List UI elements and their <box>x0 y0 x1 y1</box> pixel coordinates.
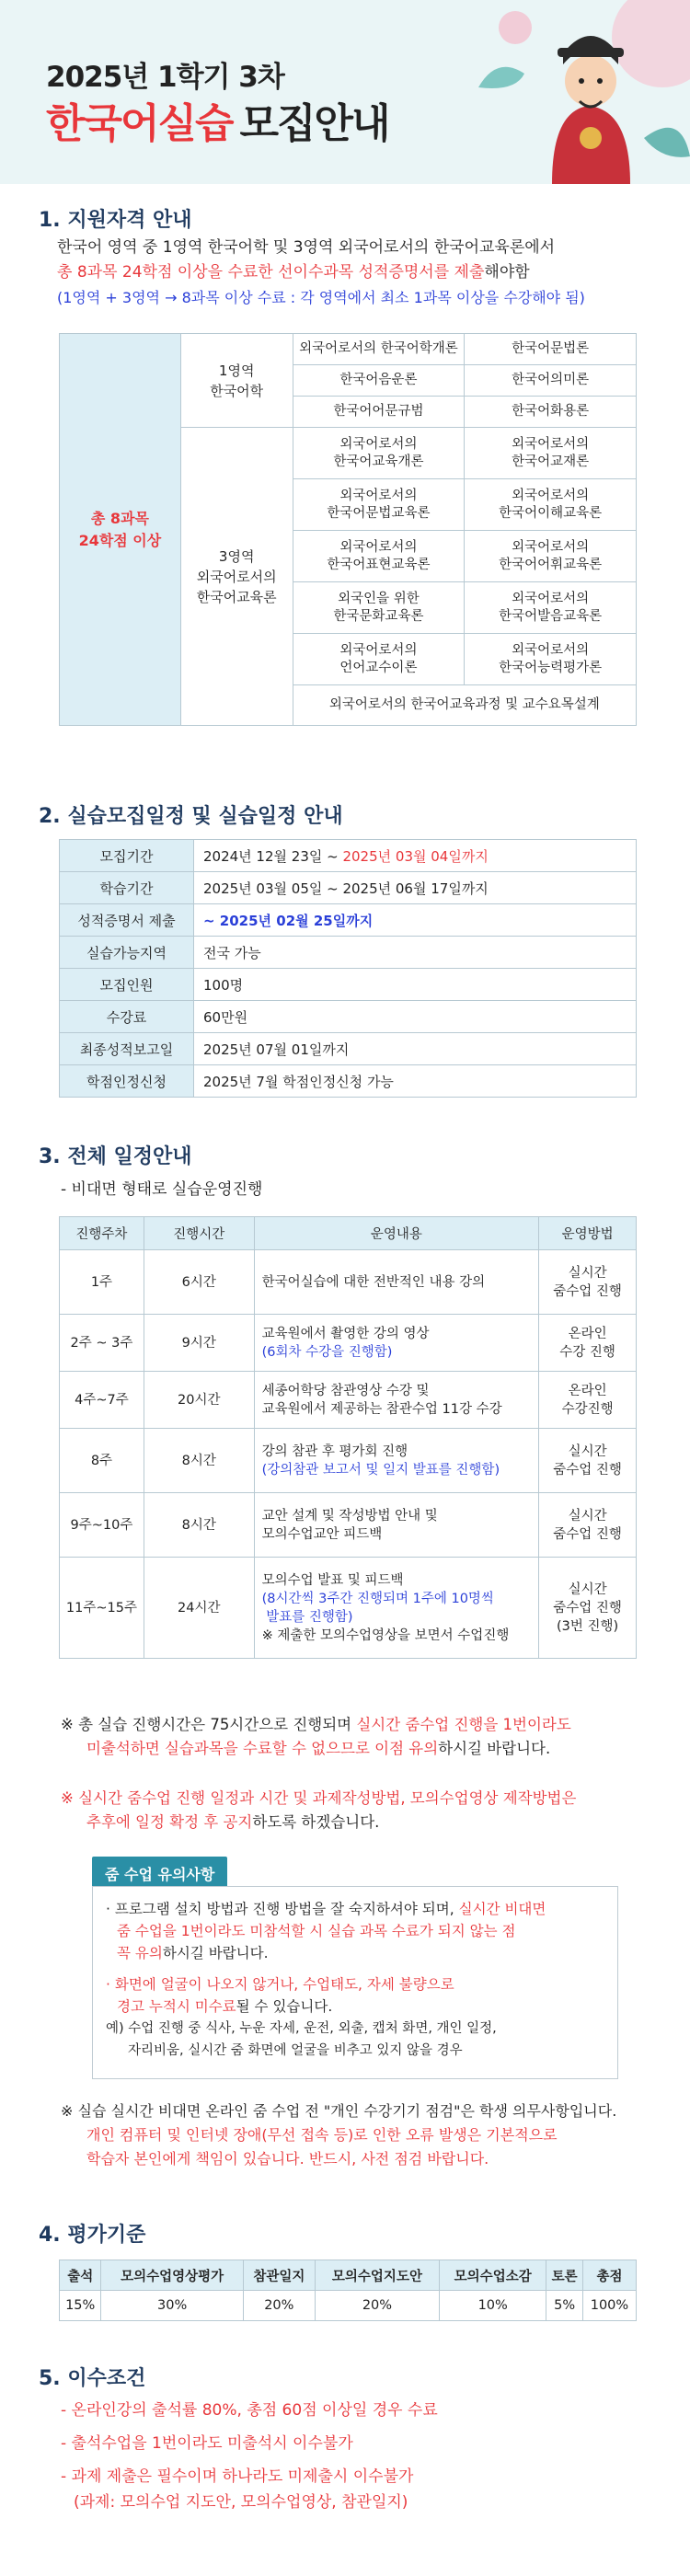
week-cell: 1주 <box>60 1250 144 1315</box>
table-row <box>60 1493 637 1558</box>
course-line: 외국어로서의 <box>339 642 418 658</box>
col-header: 운영내용 <box>254 1217 539 1250</box>
row-value: 전국 가능 <box>194 937 637 969</box>
banner-title-dark: 모집안내 <box>239 100 389 147</box>
row-key: 학습기간 <box>60 872 194 904</box>
note-red: 추후에 일정 확정 후 공지 <box>86 1813 253 1831</box>
section1-line2-tail: 해야함 <box>484 263 530 282</box>
row-value: 100명 <box>194 969 637 1001</box>
score-cell: 10% <box>440 2291 546 2321</box>
content-cell <box>254 1429 539 1493</box>
note-red: 학습자 본인에게 책임이 있습니다. 반드시, 사전 점검 바랍니다. <box>86 2150 489 2168</box>
condition-line: - 온라인강의 출석률 80%, 총점 60점 이상일 경우 수료 <box>61 2401 438 2420</box>
course-line: 외국어로서의 <box>339 488 418 503</box>
col-header: 출석 <box>60 2260 101 2291</box>
row-key: 최종성적보고일 <box>60 1033 194 1065</box>
course-cell <box>465 428 637 479</box>
content-line: 모의수업 발표 및 피드백 <box>261 1572 404 1588</box>
col-header: 모의수업영상평가 <box>101 2260 243 2291</box>
course-line: 외국어로서의 <box>512 488 590 503</box>
note-text: 하시길 바랍니다. <box>438 1740 551 1757</box>
area3-cell <box>180 428 293 726</box>
course-cell: 외국어로서의 한국어학개론 <box>293 334 465 365</box>
area1-line2: 한국어학 <box>210 382 264 399</box>
zoom-red: · 화면에 얼굴이 나오지 않거나, 수업태도, 자세 불량으로 <box>106 1976 454 1993</box>
content-line: ※ 제출한 모의수업영상을 보면서 수업진행 <box>261 1627 510 1643</box>
method-line: 온라인 <box>568 1383 607 1398</box>
section1-text <box>57 236 585 310</box>
course-cell <box>293 479 465 531</box>
note-line <box>61 1713 571 1737</box>
content-cell <box>254 1493 539 1558</box>
zoom-red: 줌 수업을 1번이라도 미참석할 시 실습 과목 수료가 되지 않는 점 <box>117 1923 516 1939</box>
col-header: 토론 <box>546 2260 583 2291</box>
table-header-row <box>60 2260 637 2291</box>
course-line: 한국어어휘교육론 <box>499 557 603 572</box>
total-credit-line1: 총 8과목 <box>90 509 149 527</box>
method-line: 수강 진행 <box>559 1344 615 1360</box>
content-cell: 한국어실습에 대한 전반적인 내용 강의 <box>254 1250 539 1315</box>
method-line: (3번 진행) <box>557 1618 619 1634</box>
note-text: 하도록 하겠습니다. <box>252 1813 380 1831</box>
week-cell: 11주~15주 <box>60 1558 144 1659</box>
course-line: 한국어교재론 <box>512 454 590 469</box>
course-cell: 한국어문법론 <box>465 334 637 365</box>
condition-line: - 출석수업을 1번이라도 미출석시 이수불가 <box>61 2434 353 2453</box>
flower-decoration <box>612 0 690 87</box>
section5-title: 5. 이수조건 <box>39 2367 146 2390</box>
table-row <box>60 1429 637 1493</box>
banner-subtitle: 2025년 1학기 3차 <box>46 61 284 94</box>
schedule-table <box>59 839 637 1098</box>
row-value <box>194 904 637 937</box>
header-banner <box>0 0 690 184</box>
course-cell <box>293 531 465 582</box>
week-cell: 4주~7주 <box>60 1372 144 1429</box>
course-cell <box>465 479 637 531</box>
table-row <box>60 1065 637 1098</box>
course-cell <box>465 531 637 582</box>
row-key: 학점인정신청 <box>60 1065 194 1098</box>
row-value: 2025년 7월 학점인정신청 가능 <box>194 1065 637 1098</box>
col-header: 참관일지 <box>243 2260 315 2291</box>
method-line: 실시간 <box>568 1443 607 1459</box>
content-line: 세종어학당 참관영상 수강 및 <box>261 1383 430 1398</box>
content-cell <box>254 1372 539 1429</box>
zoom-red: 꼭 유의 <box>117 1945 163 1961</box>
method-cell <box>539 1250 637 1315</box>
zoom-notice-badge: 줌 수업 유의사항 <box>92 1857 227 1891</box>
section1-title: 1. 지원자격 안내 <box>39 209 192 232</box>
note-schedule <box>61 1787 576 1834</box>
zoom-text: · 프로그램 설치 방법과 진행 방법을 잘 숙지하셔야 되며, <box>106 1901 459 1917</box>
score-cell: 20% <box>243 2291 315 2321</box>
note-red: ※ 실시간 줌수업 진행 일정과 시간 및 과제작성방법, 모의수업영상 제작방법은 <box>61 1789 577 1807</box>
course-cell <box>293 582 465 634</box>
method-cell <box>539 1493 637 1558</box>
zoom-line <box>106 1898 603 1920</box>
course-line: 한국어능력평가론 <box>499 660 603 675</box>
course-line: 한국문화교육론 <box>333 608 424 624</box>
week-cell: 8주 <box>60 1429 144 1493</box>
leaf-decoration-2 <box>644 128 690 157</box>
row-value: 2025년 07월 01일까지 <box>194 1033 637 1065</box>
content-cell <box>254 1558 539 1659</box>
course-cell <box>293 634 465 685</box>
program-table <box>59 1216 637 1659</box>
content-line-blue: (6회차 수강을 진행함) <box>261 1344 393 1360</box>
zoom-example: 예) 수업 진행 중 식사, 누운 자세, 운전, 외출, 캡처 화면, 개인 일정, <box>106 2021 497 2036</box>
content-cell <box>254 1315 539 1372</box>
time-cell: 24시간 <box>144 1558 254 1659</box>
score-cell: 100% <box>582 2291 636 2321</box>
table-row <box>60 1558 637 1659</box>
note-red: 실시간 줌수업 진행을 1번이라도 <box>356 1716 571 1733</box>
table-row <box>60 1001 637 1033</box>
row-key: 실습가능지역 <box>60 937 194 969</box>
condition-line: (과제: 모의수업 지도안, 모의수업영상, 참관일지) <box>74 2493 408 2512</box>
table-row <box>60 937 637 969</box>
total-credit-line2: 24학점 이상 <box>78 531 162 549</box>
table-row <box>60 840 637 872</box>
course-line: 외국인을 위한 <box>338 591 420 606</box>
method-cell <box>539 1429 637 1493</box>
section3-title: 3. 전체 일정안내 <box>39 1145 192 1168</box>
total-credit-cell <box>60 334 181 726</box>
course-cell: 외국어로서의 한국어교육과정 및 교수요목설계 <box>293 685 636 726</box>
time-cell: 8시간 <box>144 1493 254 1558</box>
leaf-decoration <box>478 67 524 88</box>
zoom-line <box>106 1995 603 2018</box>
king-illustration <box>460 0 690 184</box>
note-line <box>61 1737 571 1761</box>
table-row <box>60 1250 637 1315</box>
course-cell: 한국어화용론 <box>465 397 637 428</box>
banner-title-red: 한국어실습 <box>46 100 233 147</box>
zoom-notice-box <box>92 1886 618 2079</box>
col-header: 모의수업지도안 <box>315 2260 439 2291</box>
course-line: 외국어로서의 <box>339 539 418 555</box>
method-line: 줌수업 진행 <box>553 1526 622 1542</box>
row-value-blue: ~ 2025년 02월 25일까지 <box>203 912 374 929</box>
time-cell: 9시간 <box>144 1315 254 1372</box>
method-line: 수강진행 <box>561 1401 614 1417</box>
method-cell <box>539 1558 637 1659</box>
section2-title: 2. 실습모집일정 및 실습일정 안내 <box>39 805 343 828</box>
score-cell: 5% <box>546 2291 583 2321</box>
method-line: 실시간 <box>568 1265 607 1281</box>
course-line: 한국어문법교육론 <box>327 505 431 521</box>
area1-cell <box>180 334 293 428</box>
content-line: 교육원에서 제공하는 참관수업 11강 수강 <box>261 1401 502 1417</box>
table-row <box>60 1372 637 1429</box>
course-line: 외국어로서의 <box>512 539 590 555</box>
note-device-check <box>61 2099 616 2171</box>
row-value <box>194 840 637 872</box>
table-row <box>60 872 637 904</box>
course-line: 한국어발음교육론 <box>499 608 603 624</box>
course-line: 외국어로서의 <box>339 436 418 452</box>
eligibility-table <box>59 333 637 726</box>
content-line-blue: 발표를 진행함) <box>261 1609 353 1625</box>
section3-sub: - 비대면 형태로 실습운영진행 <box>61 1180 263 1199</box>
zoom-red: 실시간 비대면 <box>458 1901 546 1917</box>
note-red: 개인 컴퓨터 및 인터넷 장애(무선 접속 등)로 인한 오류 발생은 기본적으로 <box>86 2126 558 2144</box>
zoom-line <box>106 1942 603 1964</box>
score-cell: 15% <box>60 2291 101 2321</box>
col-header: 모의수업소감 <box>440 2260 546 2291</box>
king-face <box>565 55 616 107</box>
table-row <box>60 904 637 937</box>
table-row <box>60 1315 637 1372</box>
zoom-red: 경고 누적시 미수료 <box>117 1998 236 2015</box>
course-line: 한국어표현교육론 <box>327 557 431 572</box>
method-line: 실시간 <box>568 1581 607 1597</box>
course-line: 언어교수이론 <box>339 660 418 675</box>
table-header-row <box>60 1217 637 1250</box>
content-line: 교안 설계 및 작성방법 안내 및 <box>261 1508 438 1524</box>
section1-line1: 한국어 영역 중 1영역 한국어학 및 3영역 외국어로서의 한국어교육론에서 <box>57 238 556 257</box>
table-row <box>60 1033 637 1065</box>
content-line: 교육원에서 촬영한 강의 영상 <box>261 1326 430 1341</box>
content-line-blue: (8시간씩 3주간 진행되며 1주에 10명씩 <box>261 1591 494 1606</box>
evaluation-table <box>59 2260 637 2321</box>
row-value: 2025년 03월 05일 ~ 2025년 06월 17일까지 <box>194 872 637 904</box>
area3-line2: 외국어로서의 <box>196 568 277 585</box>
note-text: ※ 총 실습 진행시간은 75시간으로 진행되며 <box>61 1716 357 1733</box>
zoom-text: 하시길 바랍니다. <box>162 1945 269 1961</box>
week-cell: 2주 ~ 3주 <box>60 1315 144 1372</box>
area3-line1: 3영역 <box>218 547 255 565</box>
content-line-blue: (강의참관 보고서 및 일지 발표를 진행함) <box>261 1462 500 1478</box>
row-value-red: 2025년 03월 04일까지 <box>342 847 489 865</box>
king-emblem <box>580 127 602 149</box>
section1-line3: (1영역 + 3영역 → 8과목 이상 수료 : 각 영역에서 최소 1과목 이상을 수강해야 됨) <box>57 289 585 306</box>
banner-title <box>46 90 389 149</box>
method-line: 줌수업 진행 <box>553 1283 622 1299</box>
note-text: ※ 실습 실시간 비대면 온라인 줌 수업 전 "개인 수강기기 점검"은 학생 의무사항입니다. <box>61 2102 617 2120</box>
section1-line2-red: 총 8과목 24학점 이상을 수료한 선이수과목 성적증명서를 제출 <box>57 263 485 282</box>
score-cell: 30% <box>101 2291 243 2321</box>
zoom-text: 될 수 있습니다. <box>236 1998 333 2015</box>
note-red: 미출석하면 실습과목을 수료할 수 없으므로 이점 유의 <box>86 1740 439 1757</box>
method-cell <box>539 1315 637 1372</box>
method-cell <box>539 1372 637 1429</box>
score-cell: 20% <box>315 2291 439 2321</box>
course-cell: 한국어어문규범 <box>293 397 465 428</box>
method-line: 온라인 <box>568 1326 607 1341</box>
col-header: 총점 <box>582 2260 636 2291</box>
method-line: 실시간 <box>568 1508 607 1524</box>
content-line: 모의수업교안 피드백 <box>261 1526 383 1542</box>
area3-line3: 한국어교육론 <box>196 588 277 605</box>
time-cell: 6시간 <box>144 1250 254 1315</box>
col-header: 운영방법 <box>539 1217 637 1250</box>
condition-line: - 과제 제출은 필수이며 하나라도 미제출시 이수불가 <box>61 2467 414 2486</box>
course-line: 외국어로서의 <box>512 642 590 658</box>
row-value: 60만원 <box>194 1001 637 1033</box>
row-key: 성적증명서 제출 <box>60 904 194 937</box>
note-line <box>61 1811 576 1834</box>
course-line: 외국어로서의 <box>512 591 590 606</box>
completion-conditions <box>61 2398 438 2515</box>
col-header: 진행주차 <box>60 1217 144 1250</box>
section4-title: 4. 평가기준 <box>39 2224 146 2247</box>
col-header: 진행시간 <box>144 1217 254 1250</box>
course-line: 한국어이해교육론 <box>499 505 603 521</box>
method-line: 줌수업 진행 <box>553 1600 622 1616</box>
king-hat-brim <box>558 48 624 57</box>
king-eye-left <box>579 78 584 84</box>
course-cell <box>293 428 465 479</box>
king-eye-right <box>597 78 603 84</box>
table-row <box>60 969 637 1001</box>
zoom-notice-content <box>106 1898 603 2062</box>
flower-small-decoration <box>499 11 532 44</box>
course-cell: 한국어음운론 <box>293 365 465 397</box>
row-key: 수강료 <box>60 1001 194 1033</box>
week-cell: 9주~10주 <box>60 1493 144 1558</box>
row-key: 모집인원 <box>60 969 194 1001</box>
course-line: 한국어교육개론 <box>333 454 424 469</box>
course-cell <box>465 582 637 634</box>
method-line: 줌수업 진행 <box>553 1462 622 1478</box>
course-line: 외국어로서의 <box>512 436 590 452</box>
content-line: 강의 참관 후 평가회 진행 <box>261 1443 408 1459</box>
course-cell: 한국어의미론 <box>465 365 637 397</box>
area1-line1: 1영역 <box>218 362 255 379</box>
table-row <box>60 2291 637 2321</box>
row-value-text: 2024년 12월 23일 ~ <box>203 847 343 865</box>
row-key: 모집기간 <box>60 840 194 872</box>
note-total-hours <box>61 1713 571 1761</box>
zoom-example: 자리비움, 실시간 줌 화면에 얼굴을 비추고 있지 않을 경우 <box>128 2043 463 2058</box>
section1-line2 <box>57 260 585 285</box>
course-cell <box>465 634 637 685</box>
time-cell: 8시간 <box>144 1429 254 1493</box>
time-cell: 20시간 <box>144 1372 254 1429</box>
